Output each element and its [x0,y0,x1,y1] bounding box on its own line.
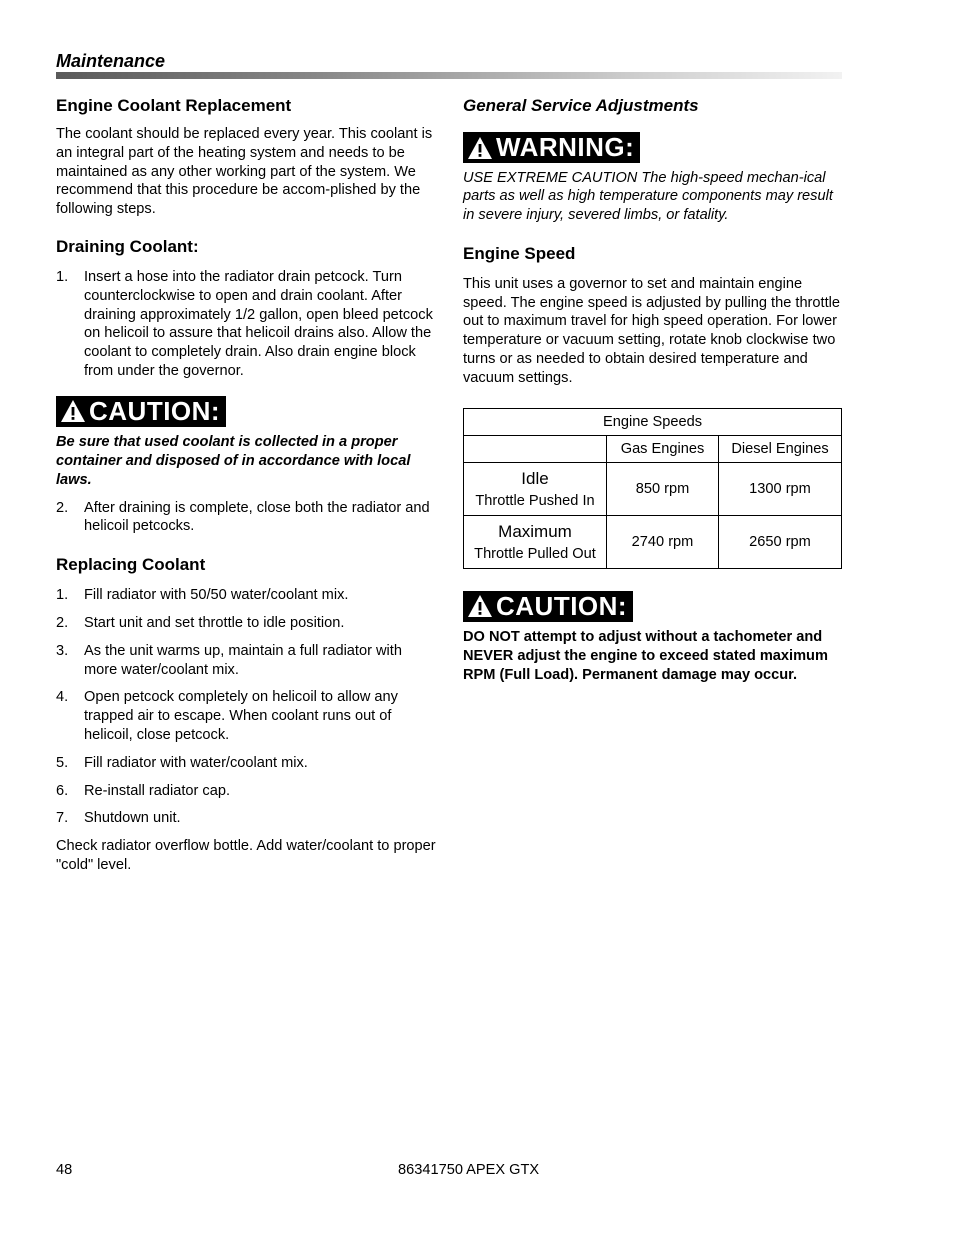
step-text: Fill radiator with water/coolant mix. [84,754,308,771]
warning-text: USE EXTREME CAUTION The high-speed mechan-ical parts as well as high temperature components may result in severe injury, severed limbs, or fatality. [463,169,833,224]
step-text: Fill radiator with 50/50 water/coolant mix. [84,587,349,604]
caution-banner [463,591,843,624]
step-number: 2. [56,615,69,632]
caution-text: Be sure that used coolant is collected in a proper container and disposed of in accordance with local laws. [56,434,411,488]
engine-speed-text: This unit uses a governor to set and maintain engine speed. The engine speed is adjusted by pulling the throttle out to maximum travel for high speed operation. For lower temperature or vacuum setting, rotate knob clockwise two turns or as needed to obtain desired temperature and vacuum settings. [463,275,841,386]
general-adjustments-heading: General Service Adjustments [463,96,699,115]
document-id: 86341750 APEX GTX [398,1162,540,1178]
caution-label: CAUTION: [496,590,628,621]
table-cell-diesel: 2650 rpm [719,515,842,568]
caution-text: DO NOT attempt to adjust without a tachometer and NEVER adjust the engine to exceed stated maximum RPM (Full Load). Permanent damage may occur. [463,629,828,683]
coolant-intro: The coolant should be replaced every year. This coolant is an integral part of the heating system and needs to be maintained as any other working part of the system. We recommend that this procedure be accom-plished by the following steps. [56,126,433,218]
step-text: As the unit warms up, maintain a full radiator with more water/coolant mix. [84,642,402,678]
step-text: Open petcock completely on helicoil to allow any trapped air to escape. When coolant runs out of helicoil, close petcock. [84,689,398,744]
warning-badge [463,132,640,163]
step-text: Re-install radiator cap. [84,782,231,799]
step-number: 6. [56,782,69,799]
replacing-heading: Replacing Coolant [56,555,206,575]
table-row [464,435,842,462]
mode-label: Maximum [498,521,572,541]
engine-speeds-table [463,408,842,569]
step-number: 1. [56,268,69,285]
step-text: Start unit and set throttle to idle position. [84,615,345,632]
section-title: Maintenance [56,51,166,71]
engine-speed-heading: Engine Speed [463,243,576,263]
mode-label: Idle [521,468,549,488]
table-cell-gas: 850 rpm [607,462,719,515]
coolant-replacement-heading: Engine Coolant Replacement [56,96,292,115]
check-overflow-text: Check radiator overflow bottle. Add water/coolant to proper "cold" level. [56,838,436,874]
mode-sublabel: Throttle Pushed In [475,492,595,509]
step-number: 4. [56,689,69,706]
step-text: Shutdown unit. [84,810,181,827]
table-cell-empty [464,435,607,462]
table-cell-diesel: 1300 rpm [719,462,842,515]
caution-banner [56,396,436,429]
step-number: 7. [56,810,69,827]
caution-badge [463,591,633,622]
step-number: 5. [56,754,69,771]
column-header-diesel: Diesel Engines [719,435,842,462]
list-item [56,809,436,828]
list-item [56,688,436,744]
table-row [464,408,842,435]
list-item [56,614,436,633]
draining-heading: Draining Coolant: [56,236,199,256]
table-cell-mode [464,515,607,568]
warning-triangle-icon [467,594,493,618]
table-row [464,515,842,568]
left-column [56,96,436,875]
step-number: 3. [56,642,69,659]
list-item [56,754,436,773]
step-text: After draining is complete, close both the radiator and helicoil petcocks. [84,499,430,535]
draining-steps-cont [56,499,436,537]
warning-triangle-icon [467,136,493,160]
warning-banner [463,132,843,165]
right-column [463,96,843,685]
warning-label: WARNING: [496,132,635,162]
page-number: 48 [56,1162,73,1178]
list-item [56,268,436,381]
table-row [464,462,842,515]
header-rule [56,72,842,79]
list-item [56,782,436,801]
draining-steps [56,268,436,381]
caution-label: CAUTION: [89,395,221,426]
table-cell-mode [464,462,607,515]
table-caption: Engine Speeds [464,408,842,435]
step-number: 2. [56,499,69,516]
warning-triangle-icon [60,399,86,423]
table-cell-gas: 2740 rpm [607,515,719,568]
list-item [56,499,436,537]
step-text: Insert a hose into the radiator drain petcock. Turn counterclockwise to open and drain coolant. After draining approximately 1/2 gallon, open bleed petcock on helicoil to assure that helicoil drains also. Allow the coolant to completely drain. Also drain engine block from under the governor. [84,268,433,379]
mode-sublabel: Throttle Pulled Out [474,545,596,562]
caution-badge [56,396,226,427]
column-header-gas: Gas Engines [607,435,719,462]
list-item [56,586,436,605]
step-number: 1. [56,587,69,604]
replacing-steps [56,586,436,828]
list-item [56,642,436,680]
